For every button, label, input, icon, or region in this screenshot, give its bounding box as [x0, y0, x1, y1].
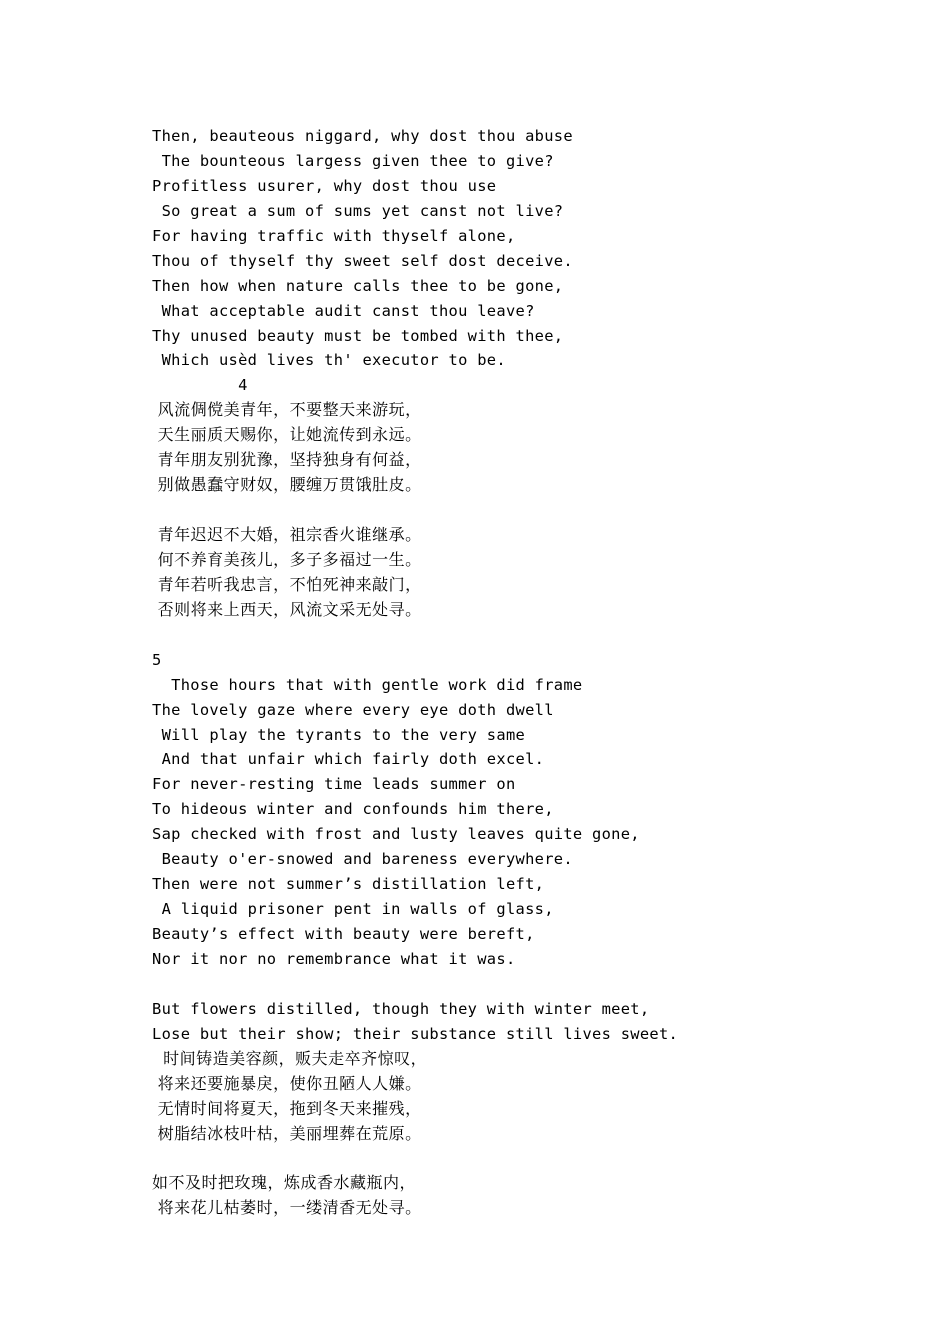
text-line: Nor it nor no remembrance what it was. — [152, 949, 516, 968]
text-line: 青年迟迟不大婚，祖宗香火谁继承。 — [152, 525, 422, 544]
text-line: 时间铸造美容颜，贩夫走卒齐惊叹， — [152, 1048, 428, 1068]
text-line: Then how when nature calls thee to be gone, — [152, 276, 564, 295]
text-line: 5 — [152, 650, 162, 669]
text-line: So great a sum of sums yet canst not live? — [152, 201, 564, 220]
text-line: For never-resting time leads summer on — [152, 775, 516, 794]
text-line: 风流倜傥美青年，不要整天来游玩， — [152, 400, 422, 420]
text-line: 将来还要施暴戾，使你丑陋人人嫌。 — [152, 1073, 422, 1093]
text-line: Then were not summer’s distillation left, — [152, 875, 545, 894]
blank-line — [152, 972, 712, 997]
text-line: Thou of thyself thy sweet self dost deceive. — [152, 251, 573, 270]
text-line: Sap checked with frost and lusty leaves quite gone, — [152, 825, 640, 844]
poem-text — [152, 124, 712, 1221]
text-line: Lose but their show; their substance still lives sweet. — [152, 1024, 679, 1043]
text-line: 将来花儿枯萎时，一缕清香无处寻。 — [152, 1198, 422, 1218]
blank-line — [152, 1146, 712, 1171]
text-line: 青年若听我忠言，不怕死神来敲门， — [152, 574, 422, 594]
text-line: 如不及时把玫瑰，炼成香水藏瓶内， — [152, 1173, 417, 1193]
text-line: Then, beauteous niggard, why dost thou abuse — [152, 127, 573, 145]
text-line: The lovely gaze where every eye doth dwell — [152, 700, 554, 719]
blank-line — [152, 623, 712, 648]
text-line: To hideous winter and confounds him there, — [152, 800, 554, 819]
text-line: 何不养育美孩儿，多子多福过一生。 — [152, 549, 422, 569]
text-line: 无情时间将夏天，拖到冬天来摧残， — [152, 1098, 422, 1118]
text-line: For having traffic with thyself alone, — [152, 226, 516, 245]
text-line: The bounteous largess given thee to give? — [152, 151, 554, 170]
text-line: Profitless usurer, why dost thou use — [152, 176, 497, 195]
blank-line — [152, 498, 712, 523]
text-line: What acceptable audit canst thou leave? — [152, 301, 535, 320]
text-line: Which usèd lives th' executor to be. — [152, 351, 506, 370]
text-line: 青年朋友别犹豫，坚持独身有何益， — [152, 450, 422, 470]
text-line: Beauty o'er-snowed and bareness everywhere. — [152, 850, 573, 869]
text-line: Beauty’s effect with beauty were bereft, — [152, 925, 535, 943]
text-line: And that unfair which fairly doth excel. — [152, 750, 545, 769]
text-line: Thy unused beauty must be tombed with thee, — [152, 326, 564, 345]
text-line: Will play the tyrants to the very same — [152, 725, 526, 744]
text-line: 天生丽质天赐你，让她流传到永远。 — [152, 425, 422, 445]
text-line: 否则将来上西天，风流文采无处寻。 — [152, 599, 422, 619]
text-line: But flowers distilled, though they with winter meet, — [152, 999, 650, 1018]
text-line: 别做愚蠢守财奴，腰缠万贯饿肚皮。 — [152, 475, 422, 495]
text-line: 4 — [152, 376, 248, 395]
text-line: Those hours that with gentle work did frame — [152, 675, 583, 694]
text-line: 树脂结冰枝叶枯，美丽埋葬在荒原。 — [152, 1123, 422, 1143]
text-line: A liquid prisoner pent in walls of glass, — [152, 900, 554, 919]
